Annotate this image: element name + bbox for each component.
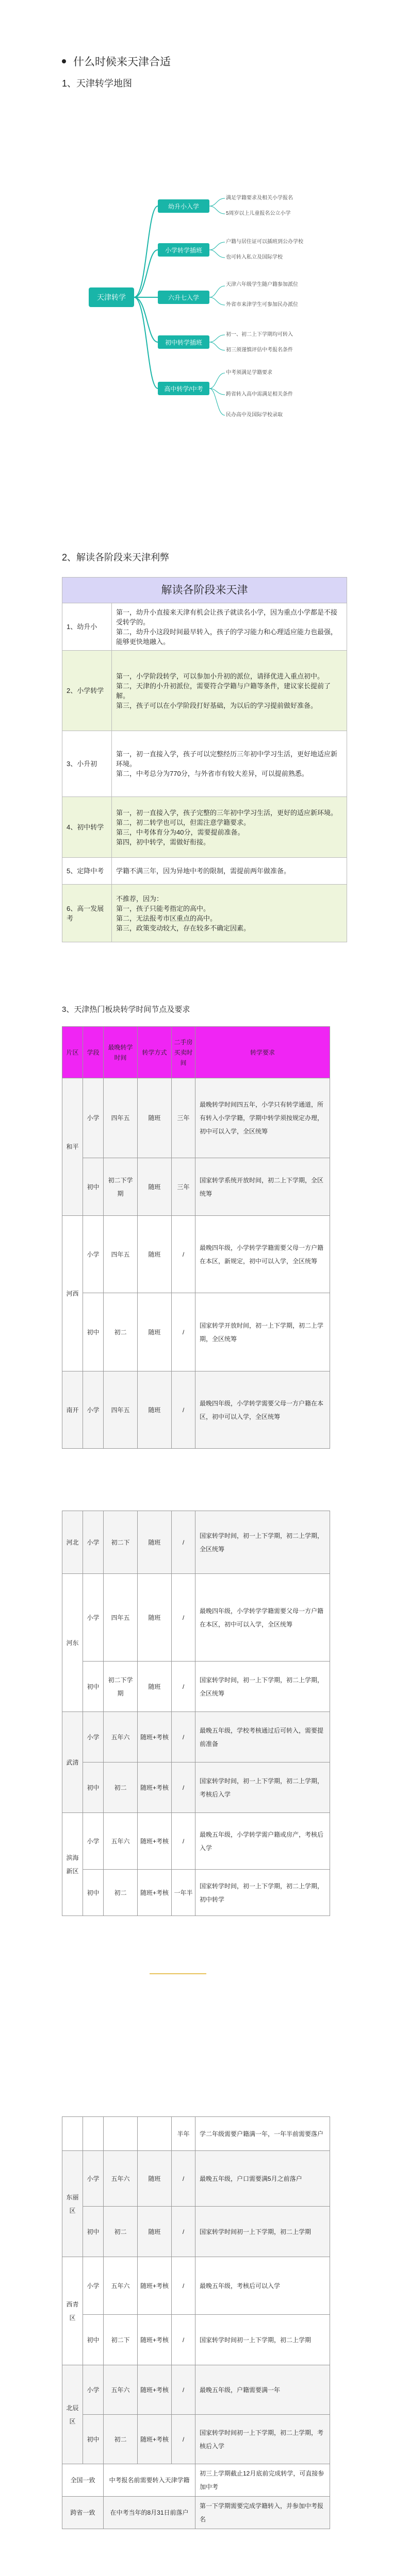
cell-req: 最晚五年级，小学转学需户籍或房产，考核后入学 <box>195 1813 330 1870</box>
table-row <box>62 2365 330 2415</box>
cell-time: 五年六 <box>104 2151 138 2207</box>
cell-time: 四年五 <box>104 1574 138 1662</box>
cell-buy: / <box>172 1662 195 1712</box>
cell-way: 随班+考核 <box>138 1712 172 1762</box>
table-row <box>62 2315 330 2365</box>
header-cell: 最晚转学时间 <box>104 1027 138 1078</box>
cell-req: 最晚四年级，小学转学需要父母一方户籍在本区，初中可以入学，全区统筹 <box>195 1371 330 1449</box>
header-cell: 学段 <box>83 1027 104 1078</box>
table-row <box>62 1216 330 1293</box>
mindmap-leaf: 也可转入私立及国际学校 <box>226 255 283 260</box>
cell-buy: / <box>172 2207 195 2257</box>
table-row <box>62 797 347 858</box>
cell-req: 最晚四年级，小学转学学籍需要父母一方户籍在本区，新规定，初中可以入学，全区统筹 <box>195 1216 330 1293</box>
cell-req: 国家转学系统开放时间，初二上下学期，全区统筹 <box>195 1158 330 1216</box>
table-row <box>62 1158 330 1216</box>
cell-area: 河东 <box>62 1574 83 1712</box>
cell-req: 国家转学时间，初一上下学期，初二上学期，考核后入学 <box>195 1762 330 1813</box>
table-row <box>62 2497 330 2529</box>
cell-area: 全国一致 <box>62 2464 104 2497</box>
cell-stage: 初中 <box>83 1870 104 1916</box>
cell-area: 河北 <box>62 1511 83 1574</box>
table-row <box>62 2257 330 2315</box>
table-row <box>62 1813 330 1870</box>
cell-buy: 三年 <box>172 1078 195 1158</box>
cell-req: 国家转学时间，初一上下学期，初二上学期，初中转学 <box>195 1870 330 1916</box>
cell-way: 随班 <box>138 1511 172 1574</box>
cell-time: 五年六 <box>104 1712 138 1762</box>
cell-req: 最晚四年级，小学转学学籍需要父母一方户籍在本区，初中可以入学，全区统筹 <box>195 1574 330 1662</box>
main-heading: 什么时候来天津合适 <box>62 54 171 69</box>
row-label: 1、幼升小 <box>62 603 112 651</box>
row-text: 第一，小学阶段转学，可以参加小升初的派位，请择优进入重点初中。 第二，天津的小升初派位，需要符合学籍与户籍等条件，建议家长提前了解。 第三，孩子可以在小学阶段打好基础，为以后的学习提前做好准备。 <box>112 651 347 731</box>
cell-buy: 半年 <box>172 2117 195 2151</box>
cell-stage: 小学 <box>83 1813 104 1870</box>
cell-time: 初二 <box>104 2415 138 2464</box>
cell-time: 初二下 <box>104 1511 138 1574</box>
cell-area: 跨省一致 <box>62 2497 104 2529</box>
cell-way: 随班+考核 <box>138 2365 172 2415</box>
cell-way: 随班+考核 <box>138 1762 172 1813</box>
table-row <box>62 1870 330 1916</box>
table-row <box>62 1574 330 1662</box>
mindmap-leaf: 天津六年级学生随户籍参加派位 <box>226 282 298 287</box>
row-text: 第一，初一直接入学，孩子完整的三年初中学习生活，更好的适应新环境。 第二，初二转学也可以，但需注意学籍要求。 第三，中考体育分为40分，需要提前准备。 第四，初中转学，需做好衔接。 <box>112 797 347 858</box>
row-text: 第一，初一直接入学，孩子可以完整经历三年初中学习生活，更好地适应新环境。 第二，中考总分为770分，与外省市有较大差异，可以提前熟悉。 <box>112 731 347 797</box>
page-break-marker <box>150 1973 206 1974</box>
cell-time: 四年五 <box>104 1078 138 1158</box>
table-header-row <box>62 1027 330 1078</box>
cell-way: 随班 <box>138 2207 172 2257</box>
cell-way: 随班 <box>138 1216 172 1293</box>
cell-way: 随班+考核 <box>138 2257 172 2315</box>
section-title-1: 1、天津转学地图 <box>62 78 133 89</box>
cell-area: 北辰区 <box>62 2365 83 2464</box>
row-label: 4、初中转学 <box>62 797 112 858</box>
transfer-table-page-3 <box>62 2116 330 2529</box>
row-label: 2、小学转学 <box>62 651 112 731</box>
cell-buy: / <box>172 2151 195 2207</box>
mindmap-leaf: 户籍与居住证可以插班到公办学校 <box>226 239 303 245</box>
row-text: 不推荐，因为： 第一，孩子只能考指定的高中。 第二，无法报考市区重点的高中。 第三，政策变动较大，存在较多不确定因素。 <box>112 885 347 942</box>
table-row <box>62 2415 330 2464</box>
cell-stage: 初中 <box>83 1293 104 1371</box>
cell-stage: 小学 <box>83 1712 104 1762</box>
cell-stage: 小学 <box>83 2151 104 2207</box>
cell-time: 初二 <box>104 1293 138 1371</box>
cell-stage: 初中 <box>83 1158 104 1216</box>
cell-time: 初二 <box>104 1762 138 1813</box>
row-text: 学籍不满三年，因为异地中考的限制，需提前两年做准备。 <box>112 858 347 885</box>
header-cell: 片区 <box>62 1027 83 1078</box>
cell-area: 西青区 <box>62 2257 83 2365</box>
mindmap-leaf: 跨省转入高中需满足相关条件 <box>226 392 293 397</box>
cell-req: 国家转学时间初一上下学期，初二上学期 <box>195 2315 330 2365</box>
cell-way <box>138 2117 172 2151</box>
table-row <box>62 1762 330 1813</box>
cell-req: 国家转学开放时间，初一上下学期，初二上学期，全区统筹 <box>195 1293 330 1371</box>
mindmap-leaf: 初一、初二上下学期均可转入 <box>226 332 293 337</box>
cell-time: 初二下学期 <box>104 1158 138 1216</box>
cell-area: 和平 <box>62 1078 83 1216</box>
cell-stage <box>83 2117 104 2151</box>
mindmap-node-5: 高中转学/中考 <box>158 382 209 395</box>
cell-req: 国家转学时间，初一上下学期，初二上学期，全区统筹 <box>195 1662 330 1712</box>
cell-req: 国家转学时间，初一上下学期，初二上学期，全区统筹 <box>195 1511 330 1574</box>
cell-way: 随班 <box>138 1293 172 1371</box>
mindmap-leaf: 中考须满足学籍要求 <box>226 370 272 376</box>
cell-time: 五年六 <box>104 1813 138 1870</box>
cell-buy: / <box>172 2315 195 2365</box>
cell-buy: 一年半 <box>172 1870 195 1916</box>
cell-time: 初二 <box>104 1870 138 1916</box>
section-title-2: 2、解读各阶段来天津利弊 <box>62 552 170 563</box>
cell-stage: 小学 <box>83 1574 104 1662</box>
cell-time: 初二下学期 <box>104 1662 138 1712</box>
cell-stage: 小学 <box>83 1216 104 1293</box>
cell-req: 最晚转学时间四五年，小学只有转学通道，所有转入小学学籍，学期中转学须按规定办理，初中可以入学，全区统筹 <box>195 1078 330 1158</box>
mindmap-leaf: 外省市来津学生可参加民办派位 <box>226 302 298 308</box>
row-label: 6、高一发展考 <box>62 885 112 942</box>
cell-req: 初三上学期截止12月底前完成转学，可直接参加中考 <box>195 2464 330 2497</box>
cell-buy: / <box>172 1813 195 1870</box>
cell-buy: / <box>172 1293 195 1371</box>
cell-stage: 小学 <box>83 2257 104 2315</box>
cell-stage: 初中 <box>83 2415 104 2464</box>
mindmap-leaf: 民办高中及国际学校录取 <box>226 412 283 418</box>
mindmap-root: 天津转学 <box>89 287 134 307</box>
cell-buy: 三年 <box>172 1158 195 1216</box>
cell-area: 南开 <box>62 1371 83 1449</box>
section-title-3: 3、天津热门板块转学时间节点及要求 <box>62 1005 190 1014</box>
cell-req: 第一下学期需要完成学籍转入，并参加中考报名 <box>195 2497 330 2529</box>
cell-way: 随班+考核 <box>138 1870 172 1916</box>
table-row <box>62 1712 330 1762</box>
table-row <box>62 731 347 797</box>
cell-time: 五年六 <box>104 2257 138 2315</box>
cell-buy: / <box>172 2415 195 2464</box>
table-row <box>62 858 347 885</box>
table-row <box>62 2117 330 2151</box>
row-label: 3、小升初 <box>62 731 112 797</box>
cell-req: 国家转学时间初一上下学期，初二上学期 <box>195 2207 330 2257</box>
cell-buy: / <box>172 1712 195 1762</box>
cell-way: 随班+考核 <box>138 1813 172 1870</box>
cell-time: 四年五 <box>104 1216 138 1293</box>
transfer-table-page-2 <box>62 1511 330 1916</box>
cell-stage: 小学 <box>83 1511 104 1574</box>
mindmap-leaf: 5周岁以上儿童报名公立小学 <box>226 211 291 216</box>
header-cell: 二手房买卖时间 <box>172 1027 195 1078</box>
cell-area: 东丽区 <box>62 2151 83 2257</box>
row-text: 第一，幼升小直接来天津有机会让孩子就读名小学，因为重点小学都是不接受转学的。 第二，幼升小这段时间最早转入，孩子的学习能力和心理适应能力也最强，能够更快地融入。 <box>112 603 347 651</box>
cell-buy: / <box>172 1216 195 1293</box>
table-row <box>62 1511 330 1574</box>
mindmap-node-4: 初中转学插班 <box>158 335 209 349</box>
cell-way: 随班+考核 <box>138 2415 172 2464</box>
cell-area: 河西 <box>62 1216 83 1371</box>
cell-way: 随班 <box>138 1574 172 1662</box>
cell-buy: / <box>172 1762 195 1813</box>
table-row <box>62 2464 330 2497</box>
cell-way: 随班+考核 <box>138 2315 172 2365</box>
table-row <box>62 2151 330 2207</box>
cell-way: 随班 <box>138 1158 172 1216</box>
header-cell: 转学要求 <box>195 1027 330 1078</box>
cell-req: 最晚五年级，学校考核通过后可转入，需要提前准备 <box>195 1712 330 1762</box>
table-row <box>62 1662 330 1712</box>
cell-way: 随班 <box>138 2151 172 2207</box>
cell-stage: 初中 <box>83 2207 104 2257</box>
cell-buy: / <box>172 1371 195 1449</box>
header-cell: 转学方式 <box>138 1027 172 1078</box>
table-row <box>62 1293 330 1371</box>
mindmap-leaf: 初三须谨慎评估中考报名条件 <box>226 347 293 353</box>
cell-req: 最晚五年级，户籍需要满一年 <box>195 2365 330 2415</box>
table-row <box>62 651 347 731</box>
cell-area: 武清 <box>62 1712 83 1813</box>
transfer-table-page-1 <box>62 1026 330 1449</box>
table-row <box>62 1371 330 1449</box>
cell-stage: 初中 <box>83 1662 104 1712</box>
cell-area <box>62 2117 83 2151</box>
cell-stage: 初中 <box>83 2315 104 2365</box>
cell-req: 最晚五年级，考核后可以入学 <box>195 2257 330 2315</box>
cell-stage: 小学 <box>83 2365 104 2415</box>
mindmap-node-2: 小学转学插班 <box>158 243 209 257</box>
cell-time: 五年六 <box>104 2365 138 2415</box>
cell-way: 随班 <box>138 1662 172 1712</box>
table-row <box>62 885 347 942</box>
cell-time: 在中考当年的8月31日前落户 <box>104 2497 195 2529</box>
pros-cons-table <box>62 577 347 942</box>
table-row <box>62 603 347 651</box>
cell-req: 最晚五年级，户口需要满5月之前落户 <box>195 2151 330 2207</box>
row-label: 5、定降中考 <box>62 858 112 885</box>
cell-req: 学二年级需要户籍满一年，一年半前需要落户 <box>195 2117 330 2151</box>
cell-buy: / <box>172 2257 195 2315</box>
cell-stage: 小学 <box>83 1078 104 1158</box>
table-title: 解读各阶段来天津 <box>62 578 347 603</box>
cell-time: 四年五 <box>104 1371 138 1449</box>
cell-stage: 小学 <box>83 1371 104 1449</box>
cell-buy: / <box>172 1511 195 1574</box>
cell-time <box>104 2117 138 2151</box>
cell-buy: / <box>172 1574 195 1662</box>
mindmap-leaf: 满足学籍要求及相关小学报名 <box>226 195 293 201</box>
cell-area: 滨海新区 <box>62 1813 83 1916</box>
cell-time: 初二下 <box>104 2315 138 2365</box>
cell-req: 国家转学时间初一上下学期，初二上学期，考核后入学 <box>195 2415 330 2464</box>
cell-way: 随班 <box>138 1078 172 1158</box>
table-row <box>62 2207 330 2257</box>
cell-way: 随班 <box>138 1371 172 1449</box>
cell-time: 初二 <box>104 2207 138 2257</box>
cell-buy: / <box>172 2365 195 2415</box>
mindmap-node-1: 幼升小入学 <box>158 199 209 213</box>
mindmap-node-3: 六升七入学 <box>158 291 209 304</box>
table-row <box>62 1078 330 1158</box>
cell-stage: 初中 <box>83 1762 104 1813</box>
cell-time: 中考报名前需要转入天津学籍 <box>104 2464 195 2497</box>
